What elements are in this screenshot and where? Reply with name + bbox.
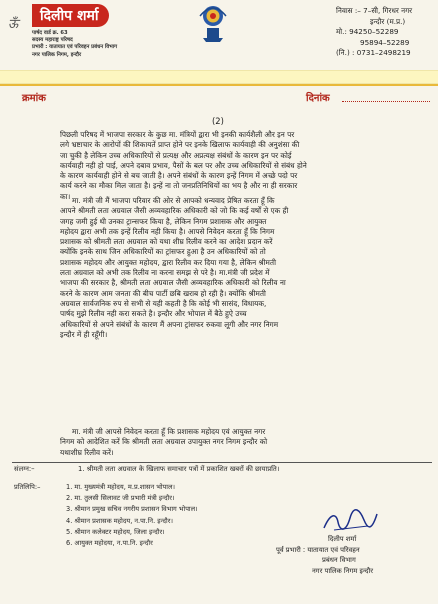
mobile-number: 95894–52289 bbox=[360, 37, 410, 47]
header-rule bbox=[0, 84, 438, 86]
text-line: जगह जमी हुई थी उनका ट्रान्सफर किया है, लेकिन निगम प्रशासक और आयुक्त bbox=[60, 216, 267, 226]
letterhead-contact bbox=[336, 6, 436, 59]
enclosure-item: 1. श्रीमती लता अग्रवाल के खिलाफ समाचार पत्रों में प्रकाशित खबरों की छायाप्रति। bbox=[78, 465, 280, 473]
letterhead-name: दिलीप शर्मा bbox=[32, 4, 109, 27]
text-line: लगे भ्रष्टाचार के आरोपों की शिकायतें प्राप्त होने पर इनके खिलाफ कार्यवाही की अनुशंसा की bbox=[60, 140, 300, 150]
text-line: पार्षद मुझे रिलीव नही करा सकते है। इन्दौर और भोपाल में बैठे हुऐ उच्च bbox=[60, 309, 247, 319]
text-line: निगम को आदेशित करें कि श्रीमती लता अग्रवाल उपायुक्त नगर निगम इन्दौर को bbox=[60, 437, 268, 447]
initial-mark-icon: ऊँ bbox=[8, 17, 19, 32]
copy-recipient: 5. श्रीमान कलेक्टर महोदय, जिला इन्दौर। bbox=[66, 527, 165, 536]
designation-line: प्रभारी : यातायात एवं परिवहन प्रबंधन विभाग bbox=[32, 44, 118, 51]
text-line: भाजपा की सरकार है, श्रीमती लता अग्रवाल जैसी अव्यवहारिक अधिकारी को रिलीव ना bbox=[60, 278, 286, 288]
text-line: करने के कारण आम जनता की बीच पार्टी छबि खराब हो रही है। क्योंकि श्रीमती bbox=[60, 288, 266, 298]
signer-organisation: नगर पालिक निगम इन्दौर bbox=[312, 566, 374, 575]
signer-department: प्रबंधन विभाग bbox=[322, 556, 356, 565]
mobile-number: मो.: 94250–52289 bbox=[336, 27, 399, 37]
copy-recipient: 4. श्रीमान प्रशासक महोदय, न.पा.नि. इन्दौर। bbox=[66, 516, 173, 525]
copy-recipient: 6. आयुक्त महोदया, न.पा.नि. इन्दौर bbox=[66, 539, 153, 548]
text-line: का। bbox=[60, 191, 71, 201]
designation-line: पार्षद वार्ड क्र. 63 bbox=[32, 30, 68, 36]
text-line: अधिकारियों से अपने संबंधों के कारण मैं अपना ट्रांसफर रुकवा लूगी और नगर निगम bbox=[60, 319, 279, 329]
letterhead-left bbox=[10, 4, 170, 59]
text-line: के कारण कार्यवाही होने से बच जाती है। अपने संबंधों के कारण इन्हें निगम में अच्छे पदो पर bbox=[60, 171, 298, 181]
paragraph-2 bbox=[60, 196, 424, 340]
header-band bbox=[0, 70, 438, 84]
copy-recipient: 1. मा. मुख्यमंत्री महोदय, म.प्र.शासन भोपाल। bbox=[66, 483, 175, 491]
address-line: निवास :– 7–सी, गिरधर नगर bbox=[336, 6, 413, 15]
text-line: मा. मंत्री जी आपसे निवेदन करता हूँ कि प्रशासक महोदय एवं आयुक्त नगर bbox=[72, 427, 266, 436]
text-line: जा चुकी है लेकिन उच्च अधिकारियों से प्रत्यक्ष और अप्रत्यक्ष संबंधों के कारण इन पर कोई bbox=[60, 150, 292, 160]
text-line: आपने श्रीमती लता अग्रवाल जैसी अव्यवहारिक अधिकारी को जो कि कई वर्षों से एक ही bbox=[60, 206, 289, 216]
signature-block bbox=[276, 534, 436, 576]
designation-line: नगर पालिक निगम, इन्दौर bbox=[32, 51, 82, 58]
copy-recipient: 3. श्रीमान प्रमुख सचिव नगरीय प्रशासन विभाग भोपाल। bbox=[66, 505, 198, 514]
text-line: लता अग्रवाल को अभी तक रिलीव ना करना समझ से परे है। मा.मंत्री जी प्रदेश में bbox=[60, 268, 270, 278]
text-line: इन्दौर में ही रहूँगी। bbox=[60, 329, 108, 339]
address-city: इन्दौर (म.प्र.) bbox=[370, 16, 406, 26]
text-line: प्रशासक को श्रीमती लता अग्रवाल को यथा शीघ्र रिलीव करने का आदेश प्रदान करें bbox=[60, 237, 273, 247]
text-line: क्योंकि इनके साथ जिन अधिकारियों का ट्रांसफर हुआ है उन अधिकारियों को तो bbox=[60, 247, 266, 257]
text-line: महोदय द्वारा अभी तक इन्हें रिलीव नही किया है। आपसे निवेदन करता हूँ कि निगम bbox=[60, 226, 275, 236]
signer-designation: पूर्व प्रभारी : यातायात एवं परिवहन bbox=[276, 545, 360, 554]
copy-recipients bbox=[66, 482, 198, 549]
text-line: मा. मंत्री जी मैं भाजपा परिवार की ओर से आपको धन्यवाद प्रेषित करता हूँ कि bbox=[72, 196, 275, 205]
enclosure bbox=[14, 465, 280, 474]
state-emblem-icon bbox=[198, 2, 228, 44]
letterhead bbox=[0, 0, 438, 84]
paragraph-1 bbox=[60, 130, 424, 202]
text-line: प्रशासक महोदय और आयुक्त महोदय, द्वारा रिलीव कर दिया गया है, लेकिन श्रीमती bbox=[60, 257, 276, 267]
date-blank bbox=[342, 101, 430, 102]
handwritten-signature-icon bbox=[320, 508, 380, 534]
phone-number: (नि.) : 0731–2498219 bbox=[336, 48, 411, 58]
text-line: कार्यवाही नही हो पाई, अपने दबाव प्रभाव, पैसों के बल पर और उच्च अधिकारियों से संबंध होने bbox=[60, 160, 307, 170]
text-line: यथाशीघ्र रिलीव करें। bbox=[60, 447, 114, 457]
text-line: पिछली परिषद में भाजपा सरकार के कुछ मा. मंत्रियों द्वारा भी इनकी कार्यशैली और इन पर bbox=[60, 130, 295, 139]
text-line: अग्रवाल सार्वजनिक रुप से सभी से यही कहती है कि कोई भी सासंद, विधायक, bbox=[60, 298, 267, 308]
letterhead-designation bbox=[10, 30, 170, 59]
date-label: दिनांक bbox=[306, 93, 330, 104]
signer-name: दिलीप शर्मा bbox=[328, 535, 357, 543]
copy-recipient: 2. मा. तुलसी सिलावट जी प्रभारी मंत्री इन्दौर। bbox=[66, 494, 175, 503]
enclosure-label: संलग्न:– bbox=[14, 465, 35, 473]
reference-number-label: क्रमांक bbox=[22, 93, 46, 104]
designation-line: सदस्य महाराष्ट्र परिषद bbox=[32, 37, 73, 44]
page-number: (2) bbox=[212, 116, 224, 126]
text-line: कार्य करने का मौका मिल जाता है। इन्हें ना तो जनप्रतिनिधियों का भय है और ना ही सरकार bbox=[60, 181, 298, 191]
copy-to-label: प्रतिलिपि:– bbox=[14, 483, 41, 491]
section-divider bbox=[12, 462, 432, 463]
paragraph-3 bbox=[60, 427, 424, 458]
